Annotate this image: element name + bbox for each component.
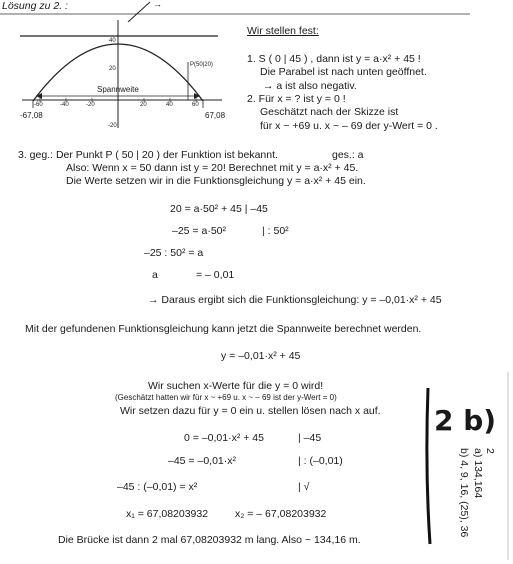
y-tick-20: 20 bbox=[109, 66, 116, 72]
findings-line-3: → a ist also negativ. bbox=[263, 80, 357, 92]
solve-step-2-left: –45 = –0,01·x² bbox=[168, 455, 237, 467]
margin-answer-a: a) 134,164 bbox=[472, 448, 484, 499]
equation-step-2-left: –25 = a·50² bbox=[172, 225, 226, 237]
findings-line-2: Die Parabel ist nach unten geöffnet. bbox=[260, 66, 427, 78]
x-tick-minus60: -60 bbox=[34, 102, 43, 108]
y-tick-40: 40 bbox=[109, 38, 116, 44]
header-corner-mark: → bbox=[153, 0, 162, 9]
equation-step-3: –25 : 50² = a bbox=[144, 247, 204, 259]
step3-result: → Daraus ergibt sich die Funktionsgleichung: y = –0,01·x² + 45 bbox=[148, 294, 442, 306]
margin-answer-b: b) 4, 9, 16, (25), 36 bbox=[458, 448, 470, 538]
right-root-label: 67,08 bbox=[205, 111, 226, 120]
findings-line-4: 2. Für x = ? ist y = 0 ! bbox=[247, 93, 346, 105]
margin-number: 2 bbox=[484, 448, 496, 454]
x-tick-20: 20 bbox=[140, 102, 147, 108]
equation-step-4-left: a bbox=[152, 269, 158, 281]
margin-label-2b: 2 b) bbox=[434, 404, 497, 437]
x-tick-minus40: -40 bbox=[60, 102, 69, 108]
span-label: Spannweite bbox=[97, 85, 139, 94]
solve-step-2-right: | : (–0,01) bbox=[298, 455, 343, 467]
point-p-label: P(50|20) bbox=[190, 62, 213, 68]
y-tick-minus20: -20 bbox=[108, 123, 117, 129]
left-root-label: -67,08 bbox=[20, 111, 43, 120]
corner-arrow-line bbox=[128, 2, 150, 22]
root-x2: x₂ = – 67,08203932 bbox=[235, 508, 327, 520]
span-conclusion: Die Brücke ist dann 2 mal 67,08203932 m lang. Also ~ 134,16 m. bbox=[58, 534, 361, 546]
equation-step-2-right: | : 50² bbox=[262, 225, 289, 237]
equation-step-1: 20 = a·50² + 45 | –45 bbox=[170, 203, 268, 215]
margin-bracket bbox=[427, 388, 430, 544]
span-search: Wir suchen x-Werte für die y = 0 wird! bbox=[148, 380, 324, 392]
step3-given: 3. geg.: Der Punkt P ( 50 | 20 ) der Funktion ist bekannt. bbox=[18, 149, 278, 161]
findings-heading: Wir stellen fest: bbox=[247, 25, 319, 37]
span-intro: Mit der gefundenen Funktionsgleichung kann jetzt die Spannweite berechnet werden. bbox=[25, 323, 422, 335]
span-note: (Geschätzt hatten wir für x ~ +69 u. x ~ – 69 ist der y-Wert = 0) bbox=[115, 393, 337, 402]
findings-line-6: für x ~ +69 u. x ~ – 69 der y-Wert = 0 . bbox=[260, 120, 438, 132]
step3-line-2: Also: Wenn x = 50 dann ist y = 20! Berechnet mit y = a·x² + 45. bbox=[66, 162, 359, 174]
span-equation: y = –0,01·x² + 45 bbox=[221, 350, 301, 362]
solve-step-1-left: 0 = –0,01·x² + 45 bbox=[184, 432, 264, 444]
header-title: Lösung zu 2. : bbox=[2, 0, 68, 12]
x-tick-40: 40 bbox=[166, 102, 173, 108]
equation-step-4-right: = – 0,01 bbox=[196, 269, 235, 281]
x-tick-60: 60 bbox=[192, 102, 199, 108]
solve-step-3-left: –45 : (–0,01) = x² bbox=[117, 481, 198, 493]
step3-wanted: ges.: a bbox=[332, 149, 364, 161]
findings-line-5: Geschätzt nach der Skizze ist bbox=[260, 106, 399, 118]
span-set: Wir setzen dazu für y = 0 ein u. stellen lösen nach x auf. bbox=[120, 405, 381, 417]
solve-step-1-right: | –45 bbox=[298, 432, 322, 444]
x-tick-minus20: -20 bbox=[86, 102, 95, 108]
findings-line-1: 1. S ( 0 | 45 ) , dann ist y = a·x² + 45 ! bbox=[247, 53, 421, 65]
root-x1: x₁ = 67,08203932 bbox=[126, 508, 209, 520]
step3-line-3: Die Werte setzen wir in die Funktionsgleichung y = a·x² + 45 ein. bbox=[66, 175, 366, 187]
solve-step-3-right: | √ bbox=[298, 481, 310, 493]
